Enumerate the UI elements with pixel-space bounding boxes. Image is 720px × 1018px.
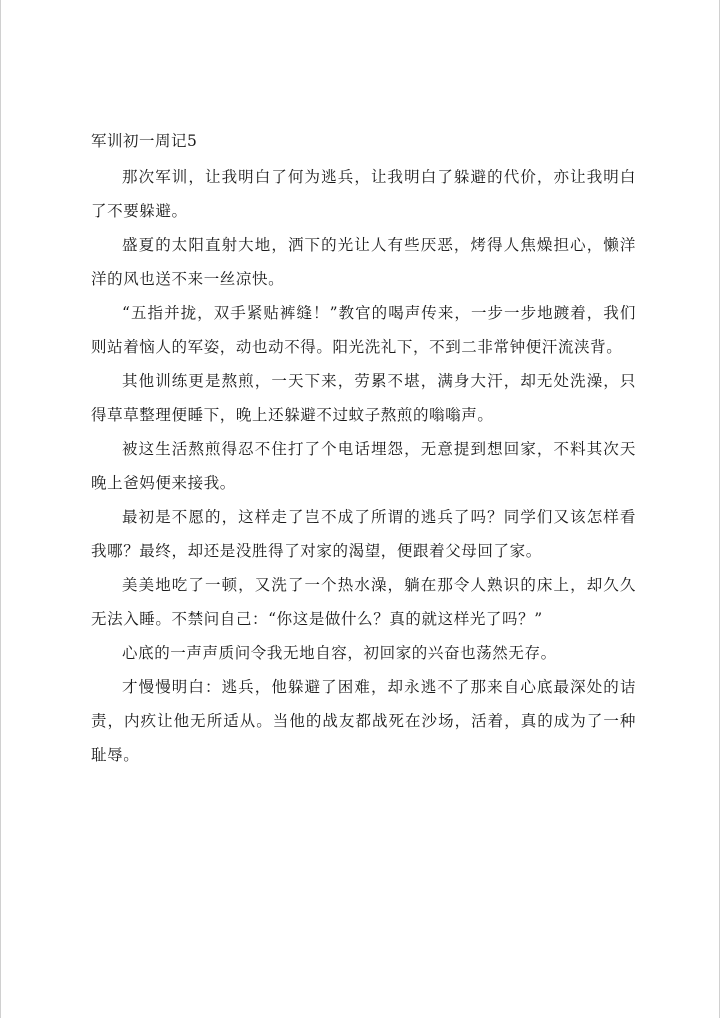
paragraph-6: 最初是不愿的，这样走了岂不成了所谓的逃兵了吗？同学们又该怎样看我哪？最终，却还是没胜得了对家的渴望，便跟着父母回了家。 <box>91 508 636 560</box>
paragraph-8: 心底的一声声质问令我无地自容，初回家的兴奋也荡然无存。 <box>122 644 557 662</box>
paragraph-7: 美美地吃了一顿，又洗了一个热水澡，躺在那令人熟识的床上，却久久无法入睡。不禁问自己：“你这是做什么？真的就这样光了吗？” <box>91 576 636 628</box>
paragraph-2: 盛夏的太阳直射大地，洒下的光让人有些厌恶，烤得人焦燥担心，懒洋洋的风也送不来一丝凉快。 <box>91 236 636 288</box>
document-body <box>91 128 636 772</box>
paragraph-4: 其他训练更是熬煎，一天下来，劳累不堪，满身大汗，却无处洗澡，只得草草整理便睡下，晚上还躲避不过蚊子熬煎的嗡嗡声。 <box>91 372 636 424</box>
paragraph-3: “五指并拢，双手紧贴裤缝！”教官的喝声传来，一步一步地踱着，我们则站着恼人的军姿，动也动不得。阳光洗礼下，不到二非常钟便汗流浃背。 <box>91 304 636 356</box>
paragraph-1: 那次军训，让我明白了何为逃兵，让我明白了躲避的代价，亦让我明白了不要躲避。 <box>91 168 636 220</box>
document-title: 军训初一周记5 <box>91 132 198 150</box>
paragraph-9: 才慢慢明白：逃兵，他躲避了困难，却永逃不了那来自心底最深处的诘责，内疚让他无所适从。当他的战友都战死在沙场，活着，真的成为了一种耻辱。 <box>91 678 636 764</box>
paragraph-5: 被这生活熬煎得忍不住打了个电话埋怨，无意提到想回家，不料其次天晚上爸妈便来接我。 <box>91 440 636 492</box>
